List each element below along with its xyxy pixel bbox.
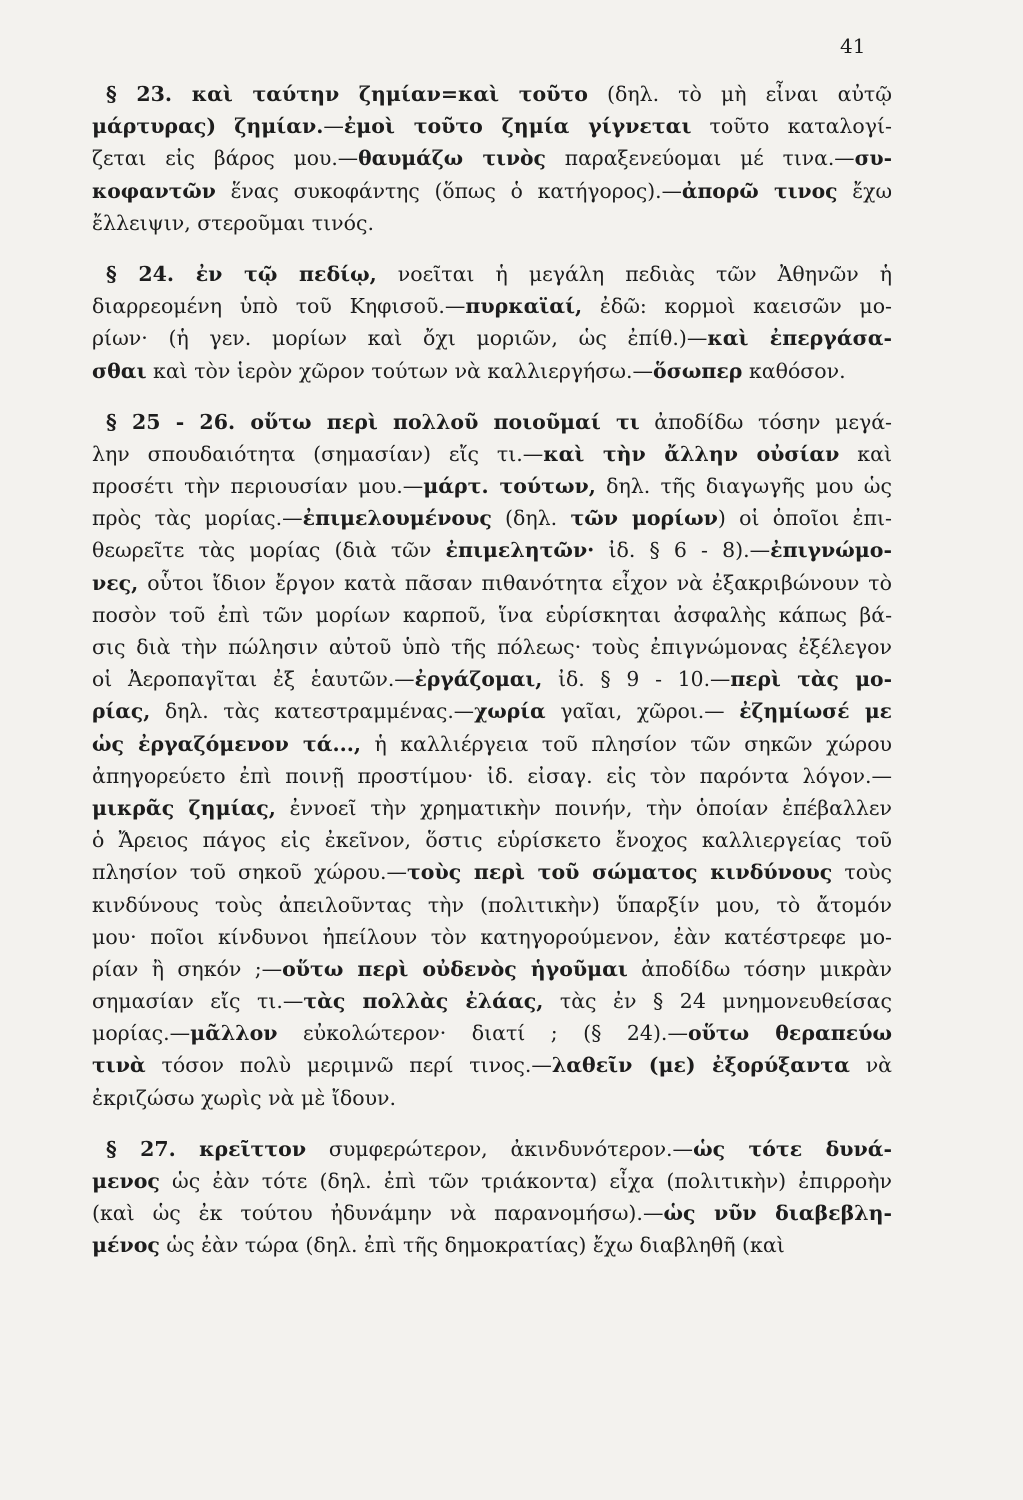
lemma-text: πυρκαϊαί, xyxy=(465,294,583,319)
text-line xyxy=(92,1049,892,1081)
paragraph-s27 xyxy=(92,1133,892,1262)
gloss-text: καὶ τὸν ἱερὸν χῶρον τούτων νὰ καλλιεργήσω.— xyxy=(146,358,654,383)
text-line xyxy=(92,175,892,207)
text-line xyxy=(92,567,892,599)
text-line xyxy=(92,599,892,631)
gloss-text: κινδύνους τοὺς ἀπειλοῦντας τὴν (πολιτικὴν) ὕπαρξίν μου, τὸ ἄτομόν xyxy=(92,892,892,917)
lemma-text: ὡς ἐργαζόμενον τά..., xyxy=(92,731,362,756)
gloss-text: παραξενεύομαι μέ τινα.— xyxy=(545,146,855,171)
gloss-text: τὰς ἐν § 24 μνημονευθείσας xyxy=(543,989,892,1014)
text-line xyxy=(92,1165,892,1197)
gloss-text: θεωρεῖτε τὰς μορίας (διὰ τῶν xyxy=(92,538,446,563)
lemma-text: ρίας, xyxy=(92,699,151,724)
lemma-text: ὡς νῦν διαβεβλη- xyxy=(663,1201,892,1226)
lemma-text: ἐπιμελητῶν· xyxy=(445,538,595,563)
lemma-text: χωρία xyxy=(474,699,546,724)
gloss-text: λην σπουδαιότητα (σημασίαν) εἴς τι.— xyxy=(92,441,544,466)
gloss-text: ὡς ἐὰν τώρα (δηλ. ἐπὶ τῆς δημοκρατίας) ἔχω διαβληθῆ (καὶ xyxy=(159,1233,785,1258)
lemma-text: § 25 - 26. οὕτω περὶ πολλοῦ ποιοῦμαί τι xyxy=(106,409,640,434)
lemma-text: ὡς τότε δυνά- xyxy=(693,1136,892,1161)
gloss-text: νοεῖται ἡ μεγάλη πεδιὰς τῶν Ἀθηνῶν ἡ xyxy=(376,261,892,286)
lemma-text: νες, xyxy=(92,570,139,595)
lemma-text: § 27. κρεῖττον xyxy=(106,1136,307,1161)
gloss-text: γαῖαι, χῶροι.— xyxy=(545,699,740,724)
lemma-text: ἐπιγνώμο- xyxy=(770,538,892,563)
text-line xyxy=(92,1017,892,1049)
gloss-text: ποσὸν τοῦ ἐπὶ τῶν μορίων καρποῦ, ἵνα εὑρίσκηται ἀσφαλὴς κάπως βά- xyxy=(92,602,892,627)
lemma-text: ἀπορῶ τινος xyxy=(681,178,838,203)
lemma-text: § 23. καὶ ταύτην ζημίαν=καὶ τοῦτο xyxy=(106,82,588,106)
text-line xyxy=(92,502,892,534)
lemma-text: συ- xyxy=(854,146,893,171)
lemma-text: τῶν μορίων xyxy=(570,506,718,531)
lemma-text: ἐργάζομαι, xyxy=(414,667,543,692)
lemma-text: περὶ τὰς μο- xyxy=(730,667,892,692)
text-line xyxy=(92,1197,892,1229)
gloss-text: προσέτι τὴν περιουσίαν μου.— xyxy=(92,474,424,499)
lemma-text: § 24. ἐν τῷ πεδίῳ, xyxy=(106,261,377,286)
gloss-text: οἱ Ἀεροπαγῖται ἐξ ἑαυτῶν.— xyxy=(92,667,415,692)
text-line xyxy=(92,207,892,239)
gloss-text: ἀποδίδω τόσην μικρὰν xyxy=(627,956,892,981)
gloss-text: μορίας.— xyxy=(92,1021,191,1046)
text-line xyxy=(92,290,892,322)
gloss-text: καὶ xyxy=(839,441,892,466)
text-line xyxy=(92,663,892,695)
gloss-text: εὐκολώτερον· διατί ; (§ 24).— xyxy=(277,1021,688,1046)
paragraph-s25 xyxy=(92,406,892,1114)
lemma-text: τοὺς περὶ τοῦ σώματος κινδύνους xyxy=(407,860,833,885)
text-line xyxy=(92,985,892,1017)
gloss-text: ἔχω xyxy=(837,178,892,203)
text-line xyxy=(92,322,892,354)
text-line xyxy=(92,470,892,502)
text-line xyxy=(92,258,892,290)
lemma-text: λαθεῖν (με) ἐξορύξαντα xyxy=(551,1053,850,1078)
gloss-text: ἐκριζώσω χωρὶς νὰ μὲ ἴδουν. xyxy=(92,1085,397,1110)
lemma-text: καὶ ἐπεργάσα- xyxy=(707,326,892,351)
gloss-text: διαρρεομένη ὑπὸ τοῦ Κηφισοῦ.— xyxy=(92,294,466,319)
gloss-text: οὗτοι ἴδιον ἔργον κατὰ πᾶσαν πιθανότητα εἶχον νὰ ἐξακριβώνουν τὸ xyxy=(138,570,892,595)
text-line xyxy=(92,631,892,663)
lemma-text: μενος xyxy=(92,1169,160,1193)
gloss-text: ἀποδίδω τόσην μεγά- xyxy=(639,409,892,434)
text-line xyxy=(92,406,892,438)
commentary-text xyxy=(92,78,892,1281)
lemma-text: μάρτ. τούτων, xyxy=(423,474,596,499)
text-line xyxy=(92,78,892,110)
text-line xyxy=(92,1229,892,1261)
text-line xyxy=(92,760,892,792)
gloss-text: τόσον πολὺ μεριμνῶ περί τινος.— xyxy=(145,1053,552,1078)
text-line xyxy=(92,856,892,888)
text-line xyxy=(92,438,892,470)
gloss-text: ) οἱ ὁποῖοι ἐπι- xyxy=(717,506,892,531)
gloss-text: ὡς ἐὰν τότε (δηλ. ἐπὶ τῶν τριάκοντα) εἶχα (πολιτικὴν) ἐπιρροὴν xyxy=(159,1169,892,1193)
gloss-text: ἔλλειψιν, στεροῦμαι τινός. xyxy=(92,210,374,235)
text-line xyxy=(92,695,892,727)
lemma-text: οὕτω θεραπεύω xyxy=(687,1021,892,1046)
gloss-text: τοὺς xyxy=(832,860,892,885)
lemma-text: οὕτω περὶ οὐδενὸς ἡγοῦμαι xyxy=(282,956,628,981)
text-line xyxy=(92,355,892,387)
gloss-text: πρὸς τὰς μορίας.— xyxy=(92,506,303,531)
gloss-text: συμφερώτερον, ἀκινδυνότερον.— xyxy=(306,1136,694,1161)
gloss-text: ρίων· (ἡ γεν. μορίων καὶ ὄχι μοριῶν, ὡς ἐπίθ.)— xyxy=(92,326,708,351)
lemma-text: κοφαντῶν xyxy=(92,178,216,203)
gloss-text: ζεται εἰς βάρος μου.— xyxy=(92,146,359,171)
gloss-text: (δηλ. τὸ μὴ εἶναι αὐτῷ xyxy=(587,82,892,106)
gloss-text: ὁ Ἄρειος πάγος εἰς ἐκεῖνον, ὅστις εὑρίσκετο ἔνοχος καλλιεργείας τοῦ xyxy=(92,828,892,853)
gloss-text: ἐδῶ: κορμοὶ καεισῶν μο- xyxy=(582,294,892,319)
gloss-text: ἰδ. § 9 - 10.— xyxy=(542,667,731,692)
lemma-text: τινὰ xyxy=(92,1053,146,1078)
gloss-text: ἰδ. § 6 - 8).— xyxy=(594,538,771,563)
lemma-text: μικρᾶς ζημίας, xyxy=(92,795,276,820)
gloss-text: σημασίαν εἴς τι.— xyxy=(92,989,304,1014)
gloss-text: ρίαν ἢ σηκόν ;— xyxy=(92,956,283,981)
lemma-text: θαυμάζω τινὸς xyxy=(358,146,546,171)
text-line xyxy=(92,534,892,566)
gloss-text: ἐννοεῖ τὴν χρηματικὴν ποινήν, τὴν ὁποίαν ἐπέβαλλεν xyxy=(275,795,892,820)
lemma-text: τὰς πολλὰς ἐλάας, xyxy=(303,989,544,1014)
lemma-text: ὅσωπερ xyxy=(653,358,743,383)
text-line xyxy=(92,824,892,856)
gloss-text: δηλ. τῆς διαγωγῆς μου ὡς xyxy=(595,474,892,499)
text-line xyxy=(92,1133,892,1165)
lemma-text: σθαι xyxy=(92,358,147,383)
lemma-text: μᾶλλον xyxy=(190,1021,278,1046)
gloss-text: νὰ xyxy=(849,1053,892,1078)
gloss-text: δηλ. τὰς κατεστραμμένας.— xyxy=(150,699,475,724)
text-line xyxy=(92,889,892,921)
gloss-text: πλησίον τοῦ σηκοῦ χώρου.— xyxy=(92,860,407,885)
paragraph-s24 xyxy=(92,258,892,387)
text-line xyxy=(92,953,892,985)
gloss-text: ἡ καλλιέργεια τοῦ πλησίον τῶν σηκῶν χώρου xyxy=(361,731,892,756)
gloss-text: μου· ποῖοι κίνδυνοι ἠπείλουν τὸν κατηγορούμενον, ἐὰν κατέστρεφε μο- xyxy=(92,924,892,949)
lemma-text: ἐμοὶ τοῦτο ζημία γίγνεται xyxy=(343,114,692,139)
gloss-text xyxy=(216,114,234,138)
gloss-text: (δηλ. xyxy=(491,506,571,531)
lemma-text: μάρτυρας) xyxy=(92,114,217,139)
text-line xyxy=(92,110,892,142)
paragraph-s23 xyxy=(92,78,892,239)
gloss-text: καθόσον. xyxy=(742,358,846,383)
text-line xyxy=(92,142,892,174)
gloss-text: τοῦτο καταλογί- xyxy=(691,114,892,139)
gloss-text: — xyxy=(323,114,344,139)
text-line xyxy=(92,1082,892,1114)
lemma-text: ἐπιμελουμένους xyxy=(302,506,492,531)
text-line xyxy=(92,792,892,824)
page-number: 41 xyxy=(840,34,866,58)
lemma-text: ἐζημίωσέ με xyxy=(739,699,892,724)
gloss-text: ἕνας συκοφάντης (ὅπως ὁ κατήγορος).— xyxy=(215,178,682,203)
gloss-text: σις διὰ τὴν πώλησιν αὐτοῦ ὑπὸ τῆς πόλεως· τοὺς ἐπιγνώμονας ἐξέλεγον xyxy=(92,635,892,659)
lemma-text: ζημίαν. xyxy=(234,114,324,139)
text-line xyxy=(92,728,892,760)
lemma-text: μένος xyxy=(92,1233,160,1258)
gloss-text: (καὶ ὡς ἐκ τούτου ἠδυνάμην νὰ παρανομήσω).— xyxy=(92,1201,664,1226)
gloss-text: ἀπηγορεύετο ἐπὶ ποινῇ προστίμου· ἰδ. εἰσαγ. εἰς τὸν παρόντα λόγον.— xyxy=(92,763,892,788)
lemma-text: καὶ τὴν ἄλλην οὐσίαν xyxy=(543,441,840,466)
text-line xyxy=(92,921,892,953)
